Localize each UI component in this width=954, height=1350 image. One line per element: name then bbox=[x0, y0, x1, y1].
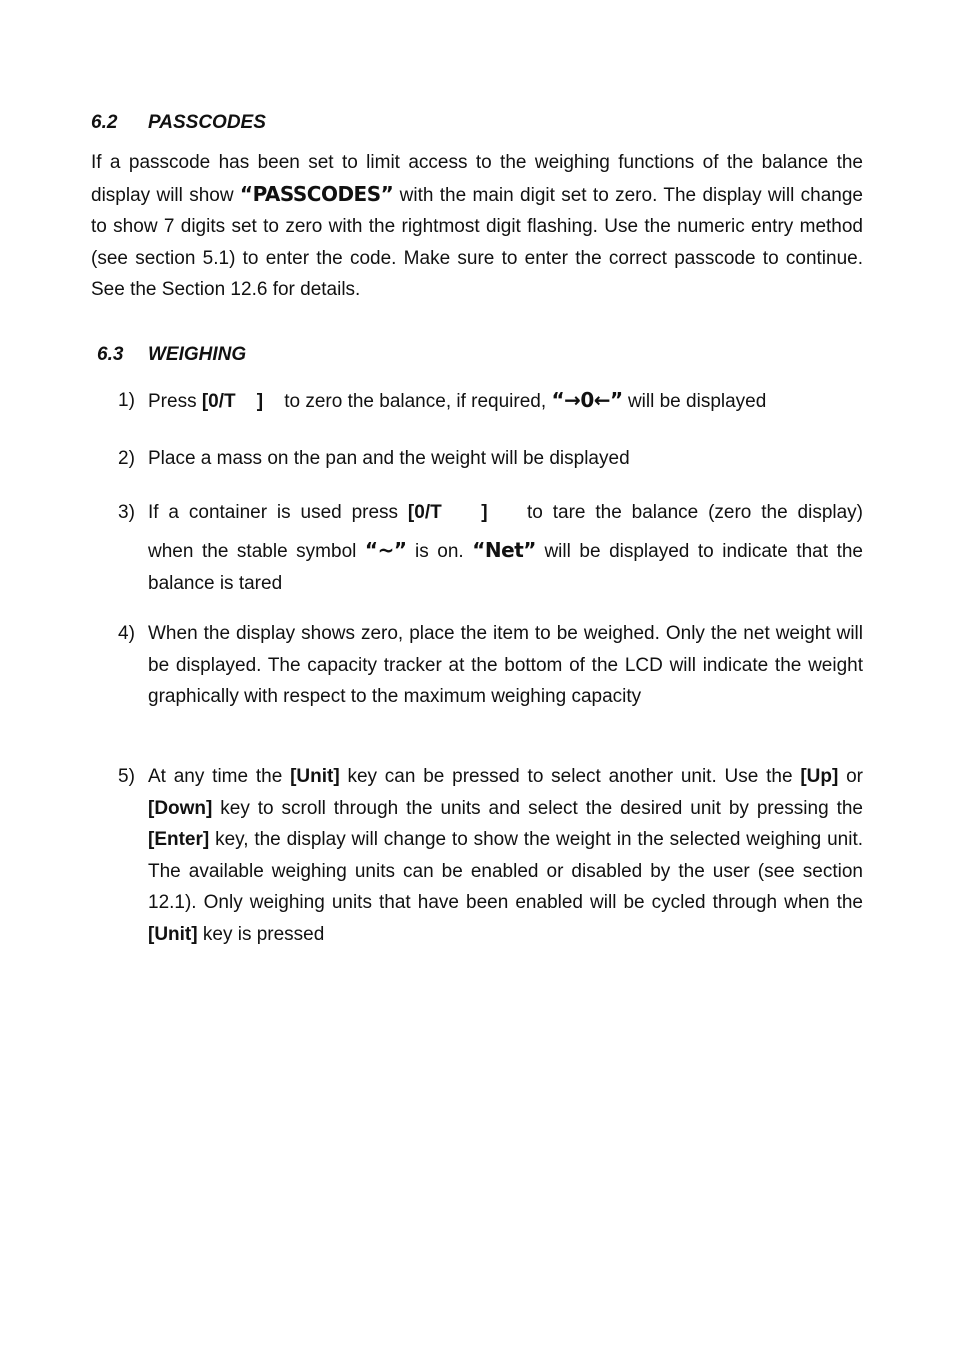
lcd-text-passcodes: “PASSCODES” bbox=[239, 181, 394, 206]
item-text: key can be pressed to select another unit. Use the bbox=[339, 766, 801, 787]
section-number: 6.3 bbox=[97, 344, 124, 365]
key-down: [Down] bbox=[148, 797, 213, 819]
item-text: balance is tared bbox=[148, 572, 283, 594]
section-heading-weighing bbox=[97, 344, 246, 366]
list-item bbox=[118, 618, 863, 713]
item-text: to tare the balance (zero the display) bbox=[487, 502, 863, 523]
key-zero-tare: [0/T ] bbox=[201, 391, 264, 412]
item-text: when the stable symbol bbox=[148, 540, 365, 562]
item-text: will be displayed to indicate that the bbox=[535, 540, 863, 562]
key-unit: [Unit] bbox=[290, 766, 340, 787]
item-text: key, the display will change to show the weight in the selected weighing unit. The available weighing units can be enabled or disabled by the user (see section 12.1). Only weighing units that have been enabled will be cycled through when the bbox=[148, 829, 863, 913]
passcodes-paragraph bbox=[91, 147, 863, 306]
key-unit: [Unit] bbox=[148, 923, 198, 945]
section-heading-passcodes bbox=[91, 112, 266, 134]
item-text: Place a mass on the pan and the weight will be displayed bbox=[148, 448, 630, 469]
section-title: PASSCODES bbox=[148, 112, 266, 133]
list-marker: 3) bbox=[118, 502, 135, 523]
list-marker: 1) bbox=[118, 390, 135, 411]
list-item bbox=[118, 761, 863, 950]
item-text: key to scroll through the units and select the desired unit by pressing the bbox=[212, 797, 863, 819]
list-marker: 4) bbox=[118, 623, 135, 644]
paragraph-text: If a passcode has been set to limit access to the weighing functions of the balance the display will show bbox=[91, 152, 863, 206]
list-item bbox=[118, 385, 863, 418]
list-item bbox=[118, 497, 863, 595]
item-text: will be displayed bbox=[622, 391, 767, 412]
section-title: WEIGHING bbox=[148, 344, 247, 365]
list-item bbox=[118, 443, 863, 475]
paragraph-text: with the main digit set to zero. The display will change to show 7 digits set to zero with the rightmost digit flashing. Use the numeric entry method (see section 5.1) to enter the code. Make sure to enter the correct passcode to continue. See the Section 12.6 for details. bbox=[91, 184, 863, 300]
item-text: When the display shows zero, place the item to be weighed. Only the net weight will be displayed. The capacity tracker at the bottom of the LCD will indicate the weight graphically with respect to the maximum weighing capacity bbox=[148, 623, 863, 707]
item-text: At any time the bbox=[148, 766, 291, 787]
section-number: 6.2 bbox=[91, 112, 118, 133]
item-text: If a container is used press bbox=[148, 502, 408, 523]
lcd-text-zero: “→0←” bbox=[551, 388, 623, 412]
lcd-text-net: “Net” bbox=[472, 537, 536, 562]
item-text: is on. bbox=[406, 540, 473, 562]
item-text: or bbox=[838, 766, 863, 787]
lcd-text-stable-symbol: “~” bbox=[364, 537, 407, 562]
key-zero-tare: [0/T ] bbox=[407, 502, 488, 523]
key-enter: [Enter] bbox=[148, 829, 210, 850]
list-marker: 2) bbox=[118, 448, 135, 469]
item-text: key is pressed bbox=[197, 923, 325, 945]
item-text: to zero the balance, if required, bbox=[263, 391, 552, 412]
key-up: [Up] bbox=[800, 766, 839, 787]
item-text: Press bbox=[148, 391, 202, 412]
list-marker: 5) bbox=[118, 766, 135, 787]
